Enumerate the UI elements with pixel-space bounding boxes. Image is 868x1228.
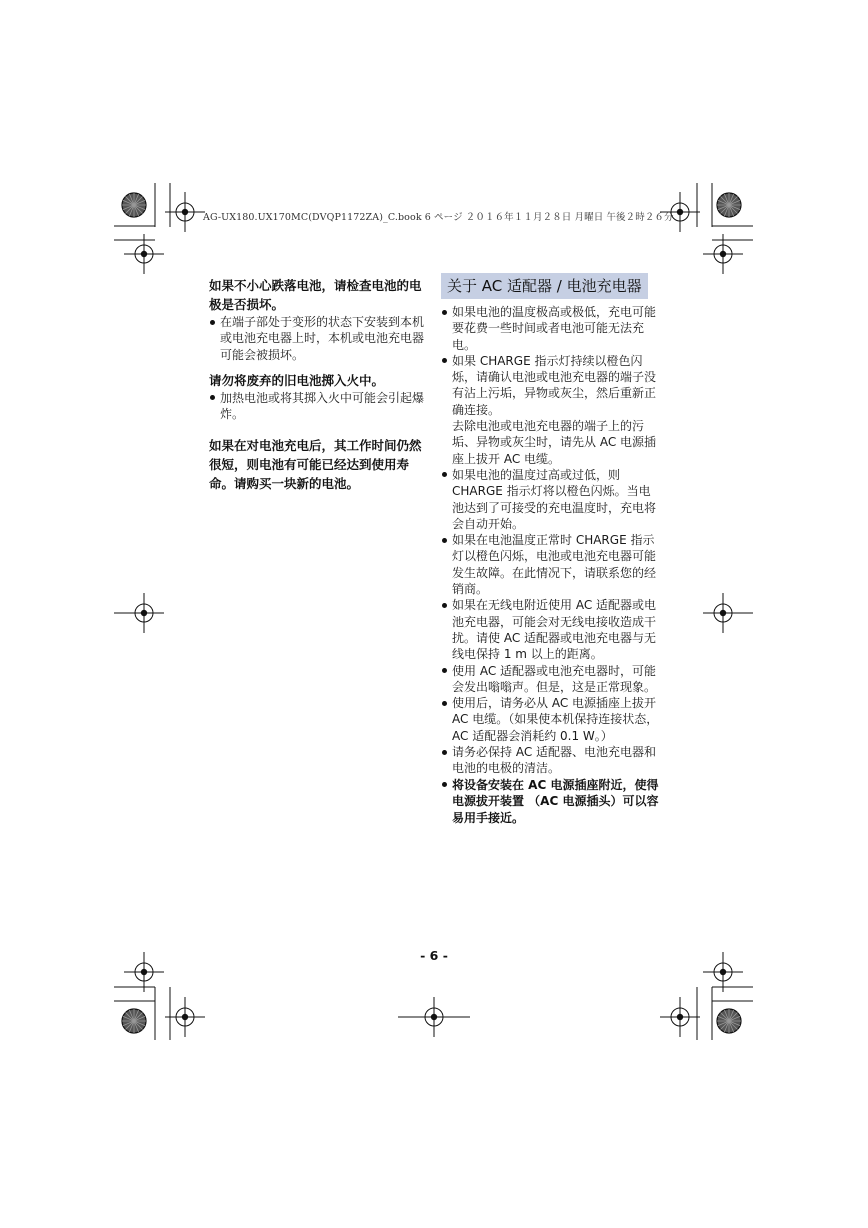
left-column (209, 276, 427, 493)
page-number: - 6 - (420, 948, 448, 963)
list-item (441, 353, 661, 467)
list-item-bold: 将设备安装在 AC 电源插座附近，使得电源拔开装置 （AC 电源插头）可以容易用手接近。 (441, 777, 661, 827)
section-title-ac-adaptor: 关于 AC 适配器 / 电池充电器 (441, 273, 648, 299)
star-target-bottom-left (122, 1009, 146, 1033)
list-item: 请务必保持 AC 适配器、电池充电器和电池的电极的清洁。 (441, 744, 661, 777)
star-target-top-right (717, 193, 741, 217)
list-item: 如果在电池温度正常时 CHARGE 指示灯以橙色闪烁，电池或电池充电器可能发生故障。在此情况下，请联系您的经销商。 (441, 532, 661, 597)
list-item: 如果电池的温度过高或过低，则 CHARGE 指示灯将以橙色闪烁。当电池达到了可接受的充电温度时，充电将会自动开始。 (441, 467, 661, 532)
battery-fire-warning: 请勿将废弃的旧电池掷入火中。 (209, 372, 385, 388)
star-target-bottom-right (717, 1009, 741, 1033)
battery-drop-warning: 如果不小心跌落电池，请检查电池的电极是否损坏。 (209, 278, 422, 312)
list-item: 使用 AC 适配器或电池充电器时，可能会发出嗡嗡声。但是，这是正常现象。 (441, 663, 661, 696)
list-item: 如果电池的温度极高或极低，充电可能要花费一些时间或者电池可能无法充电。 (441, 304, 661, 353)
registration-mark-bottom-left (165, 997, 205, 1037)
registration-mark-bottom-right (660, 997, 700, 1037)
list-item-extra: 去除电池或电池充电器的端子上的污垢、异物或灰尘时，请先从 AC 电源插座上拔开 AC 电缆。 (452, 419, 657, 466)
book-file-header: AG-UX180.UX170MC(DVQP1172ZA)_C.book 6 ページ ２０１６年１１月２８日 月曜日 午後２時２６分 (203, 212, 674, 223)
star-target-top-left (122, 193, 146, 217)
registration-mark-top-left (165, 192, 205, 232)
battery-life-note: 如果在对电池充电后，其工作时间仍然很短，则电池有可能已经达到使用寿命。请购买一块新的电池。 (209, 438, 422, 492)
right-column (441, 273, 661, 827)
list-item: 如果在无线电附近使用 AC 适配器或电池充电器，可能会对无线电接收造成干扰。请使 AC 适配器或电池充电器与无线电保持 1 m 以上的距离。 (441, 597, 661, 662)
list-item-text: 如果 CHARGE 指示灯持续以橙色闪烁，请确认电池或电池充电器的端子没有沾上污垢，异物或灰尘，然后重新正确连接。 (452, 353, 657, 417)
battery-explosion-bullet: 加热电池或将其掷入火中可能会引起爆炸。 (209, 390, 427, 423)
list-item: 使用后，请务必从 AC 电源插座上拔开 AC 电缆。（如果使本机保持连接状态， AC 适配器会消耗约 0.1 W。） (441, 695, 661, 744)
registration-mark-left-middle (124, 593, 164, 633)
registration-mark-right-middle (703, 593, 743, 633)
battery-terminal-bullet: 在端子部处于变形的状态下安装到本机或电池充电器上时，本机或电池充电器可能会被损坏。 (209, 314, 427, 363)
